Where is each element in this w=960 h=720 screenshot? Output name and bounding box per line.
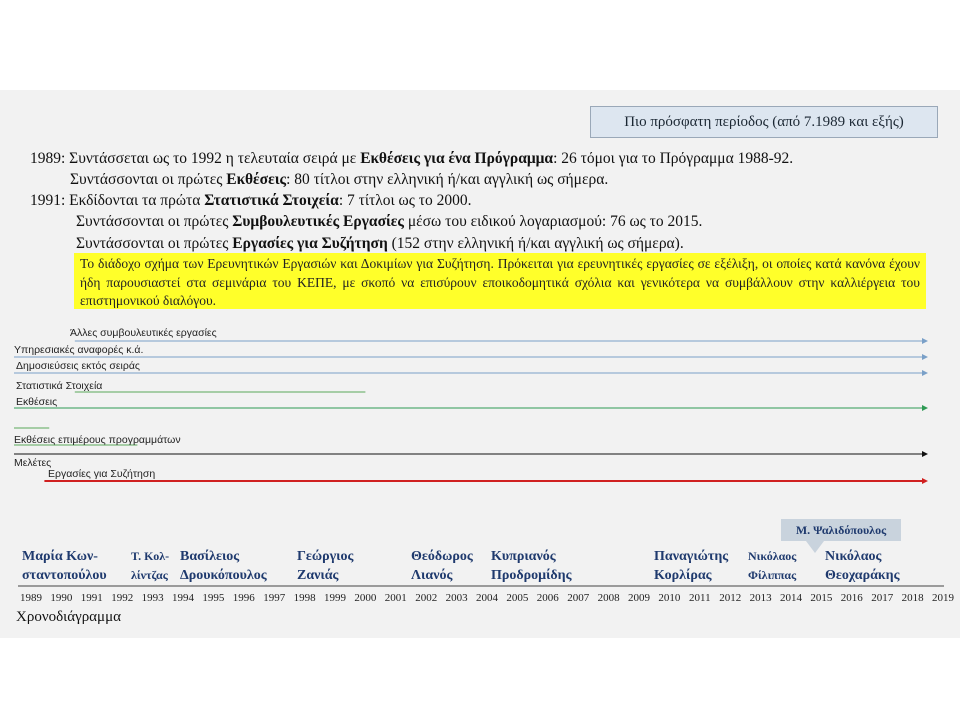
- person-filippas: Νικόλαος Φίλιππας: [748, 549, 797, 582]
- year-tick-label: 1995: [202, 592, 225, 604]
- year-tick-label: 2004: [476, 592, 498, 604]
- series-arrowhead: [922, 405, 928, 411]
- year-tick-label: 2014: [780, 592, 802, 604]
- series-arrowhead: [922, 451, 928, 457]
- year-tick-label: 2001: [384, 592, 407, 604]
- series-arrowhead: [922, 478, 928, 484]
- series-label: Στατιστικά Στοιχεία: [16, 380, 103, 392]
- text-line-1989: 1989: Συντάσσεται ως το 1992 η τελευταία σειρά με Εκθέσεις για ένα Πρόγραμμα: 26 τόμοι για το Πρόγραμμα 1988-92.: [30, 150, 794, 167]
- year-tick-label: 1996: [232, 592, 255, 604]
- year-tick-label: 2018: [901, 592, 924, 604]
- year-tick-label: 2007: [567, 592, 590, 604]
- year-tick-label: 1997: [263, 592, 286, 604]
- series-label: Εργασίες για Συζήτηση: [48, 468, 156, 480]
- year-tick-label: 1994: [172, 592, 194, 604]
- text-line-consulting: Συντάσσονται οι πρώτες Συμβουλευτικές Εργασίες μέσω του ειδικού λογαριασμού: 76 ως το 2015.: [76, 213, 703, 230]
- highlight-note: Το διάδοχο σχήμα των Ερευνητικών Εργασιών και Δοκιμίων για Συζήτηση. Πρόκειται για ερευνητικές εργασίες σε εξέλιξη, οι οποίες κατά κανόνα έχουν ήδη παρουσιαστεί στα σεμινάρια του ΚΕΠΕ, με σκοπό να επισύρουν εποικοδομητικά σχόλια και γενικότερα να συμβάλλουν στην καλλιέργεια του επιστημονικού διαλόγου.: [74, 253, 926, 309]
- person-zanias: Γεώργιος Ζανιάς: [297, 549, 354, 583]
- year-tick-label: 1992: [111, 592, 134, 604]
- series-label: Άλλες συμβουλευτικές εργασίες: [70, 327, 217, 339]
- year-tick-label: 2015: [810, 592, 833, 604]
- series-label: Εκθέσεις επιμέρους προγραμμάτων: [14, 434, 181, 446]
- series-label: Υπηρεσιακές αναφορές κ.ά.: [14, 344, 144, 356]
- year-tick-label: 1993: [141, 592, 164, 604]
- person-lianos: Θεόδωρος Λιανός: [411, 549, 473, 583]
- year-tick-label: 1990: [50, 592, 73, 604]
- year-tick-label: 2013: [749, 592, 772, 604]
- person-prodromidis: Κυπριανός Προδρομίδης: [491, 549, 572, 583]
- person-konstantopoulou: Μαρία Κων- σταντοπούλου: [22, 549, 107, 583]
- year-tick-label: 2019: [932, 592, 954, 604]
- year-tick-label: 2006: [536, 592, 559, 604]
- text-line-discussion: Συντάσσονται οι πρώτες Εργασίες για Συζήτηση (152 στην ελληνική ή/και αγγλική ως σήμερα).: [76, 235, 684, 252]
- series-label: Μελέτες: [14, 457, 52, 469]
- series-arrowhead: [922, 338, 928, 344]
- text-line-reports: Συντάσσονται οι πρώτες Εκθέσεις: 80 τίτλοι στην ελληνική ή/και αγγλική ως σήμερα.: [70, 171, 609, 188]
- person-droukopoulos: Βασίλειος Δρουκόπουλος: [180, 549, 267, 583]
- person-kollintzas: Τ. Κολ- λίντζας: [131, 549, 170, 582]
- year-tick-label: 2012: [719, 592, 742, 604]
- person-theocharakis: Νικόλαος Θεοχαράκης: [825, 549, 900, 583]
- year-tick-label: 2002: [415, 592, 438, 604]
- series-arrowhead: [922, 354, 928, 360]
- year-tick-label: 2016: [840, 592, 863, 604]
- year-tick-label: 2008: [597, 592, 620, 604]
- year-tick-label: 2003: [445, 592, 468, 604]
- year-tick-label: 2009: [628, 592, 650, 604]
- year-tick-label: 2010: [658, 592, 681, 604]
- year-tick-label: 1999: [324, 592, 346, 604]
- series-label: Εκθέσεις: [16, 396, 58, 408]
- year-tick-label: 1989: [20, 592, 42, 604]
- year-tick-label: 2005: [506, 592, 529, 604]
- callout-psalidopoulos: Μ. Ψαλιδόπουλος: [781, 519, 901, 541]
- year-tick-label: 2000: [354, 592, 377, 604]
- axis-title: Χρονοδιάγραμμα: [16, 609, 121, 625]
- person-korliras: Παναγιώτης Κορλίρας: [654, 549, 729, 583]
- period-badge: Πιο πρόσφατη περίοδος (από 7.1989 και εξής): [590, 106, 938, 138]
- series-arrowhead: [922, 370, 928, 376]
- year-tick-label: 1998: [293, 592, 316, 604]
- callout-pointer: [806, 541, 824, 553]
- year-tick-label: 2017: [871, 592, 894, 604]
- text-line-1991: 1991: Εκδίδονται τα πρώτα Στατιστικά Στοιχεία: 7 τίτλοι ως το 2000.: [30, 192, 472, 209]
- year-tick-label: 2011: [689, 592, 711, 604]
- year-tick-label: 1991: [80, 592, 103, 604]
- series-label: Δημοσιεύσεις εκτός σειράς: [16, 360, 140, 372]
